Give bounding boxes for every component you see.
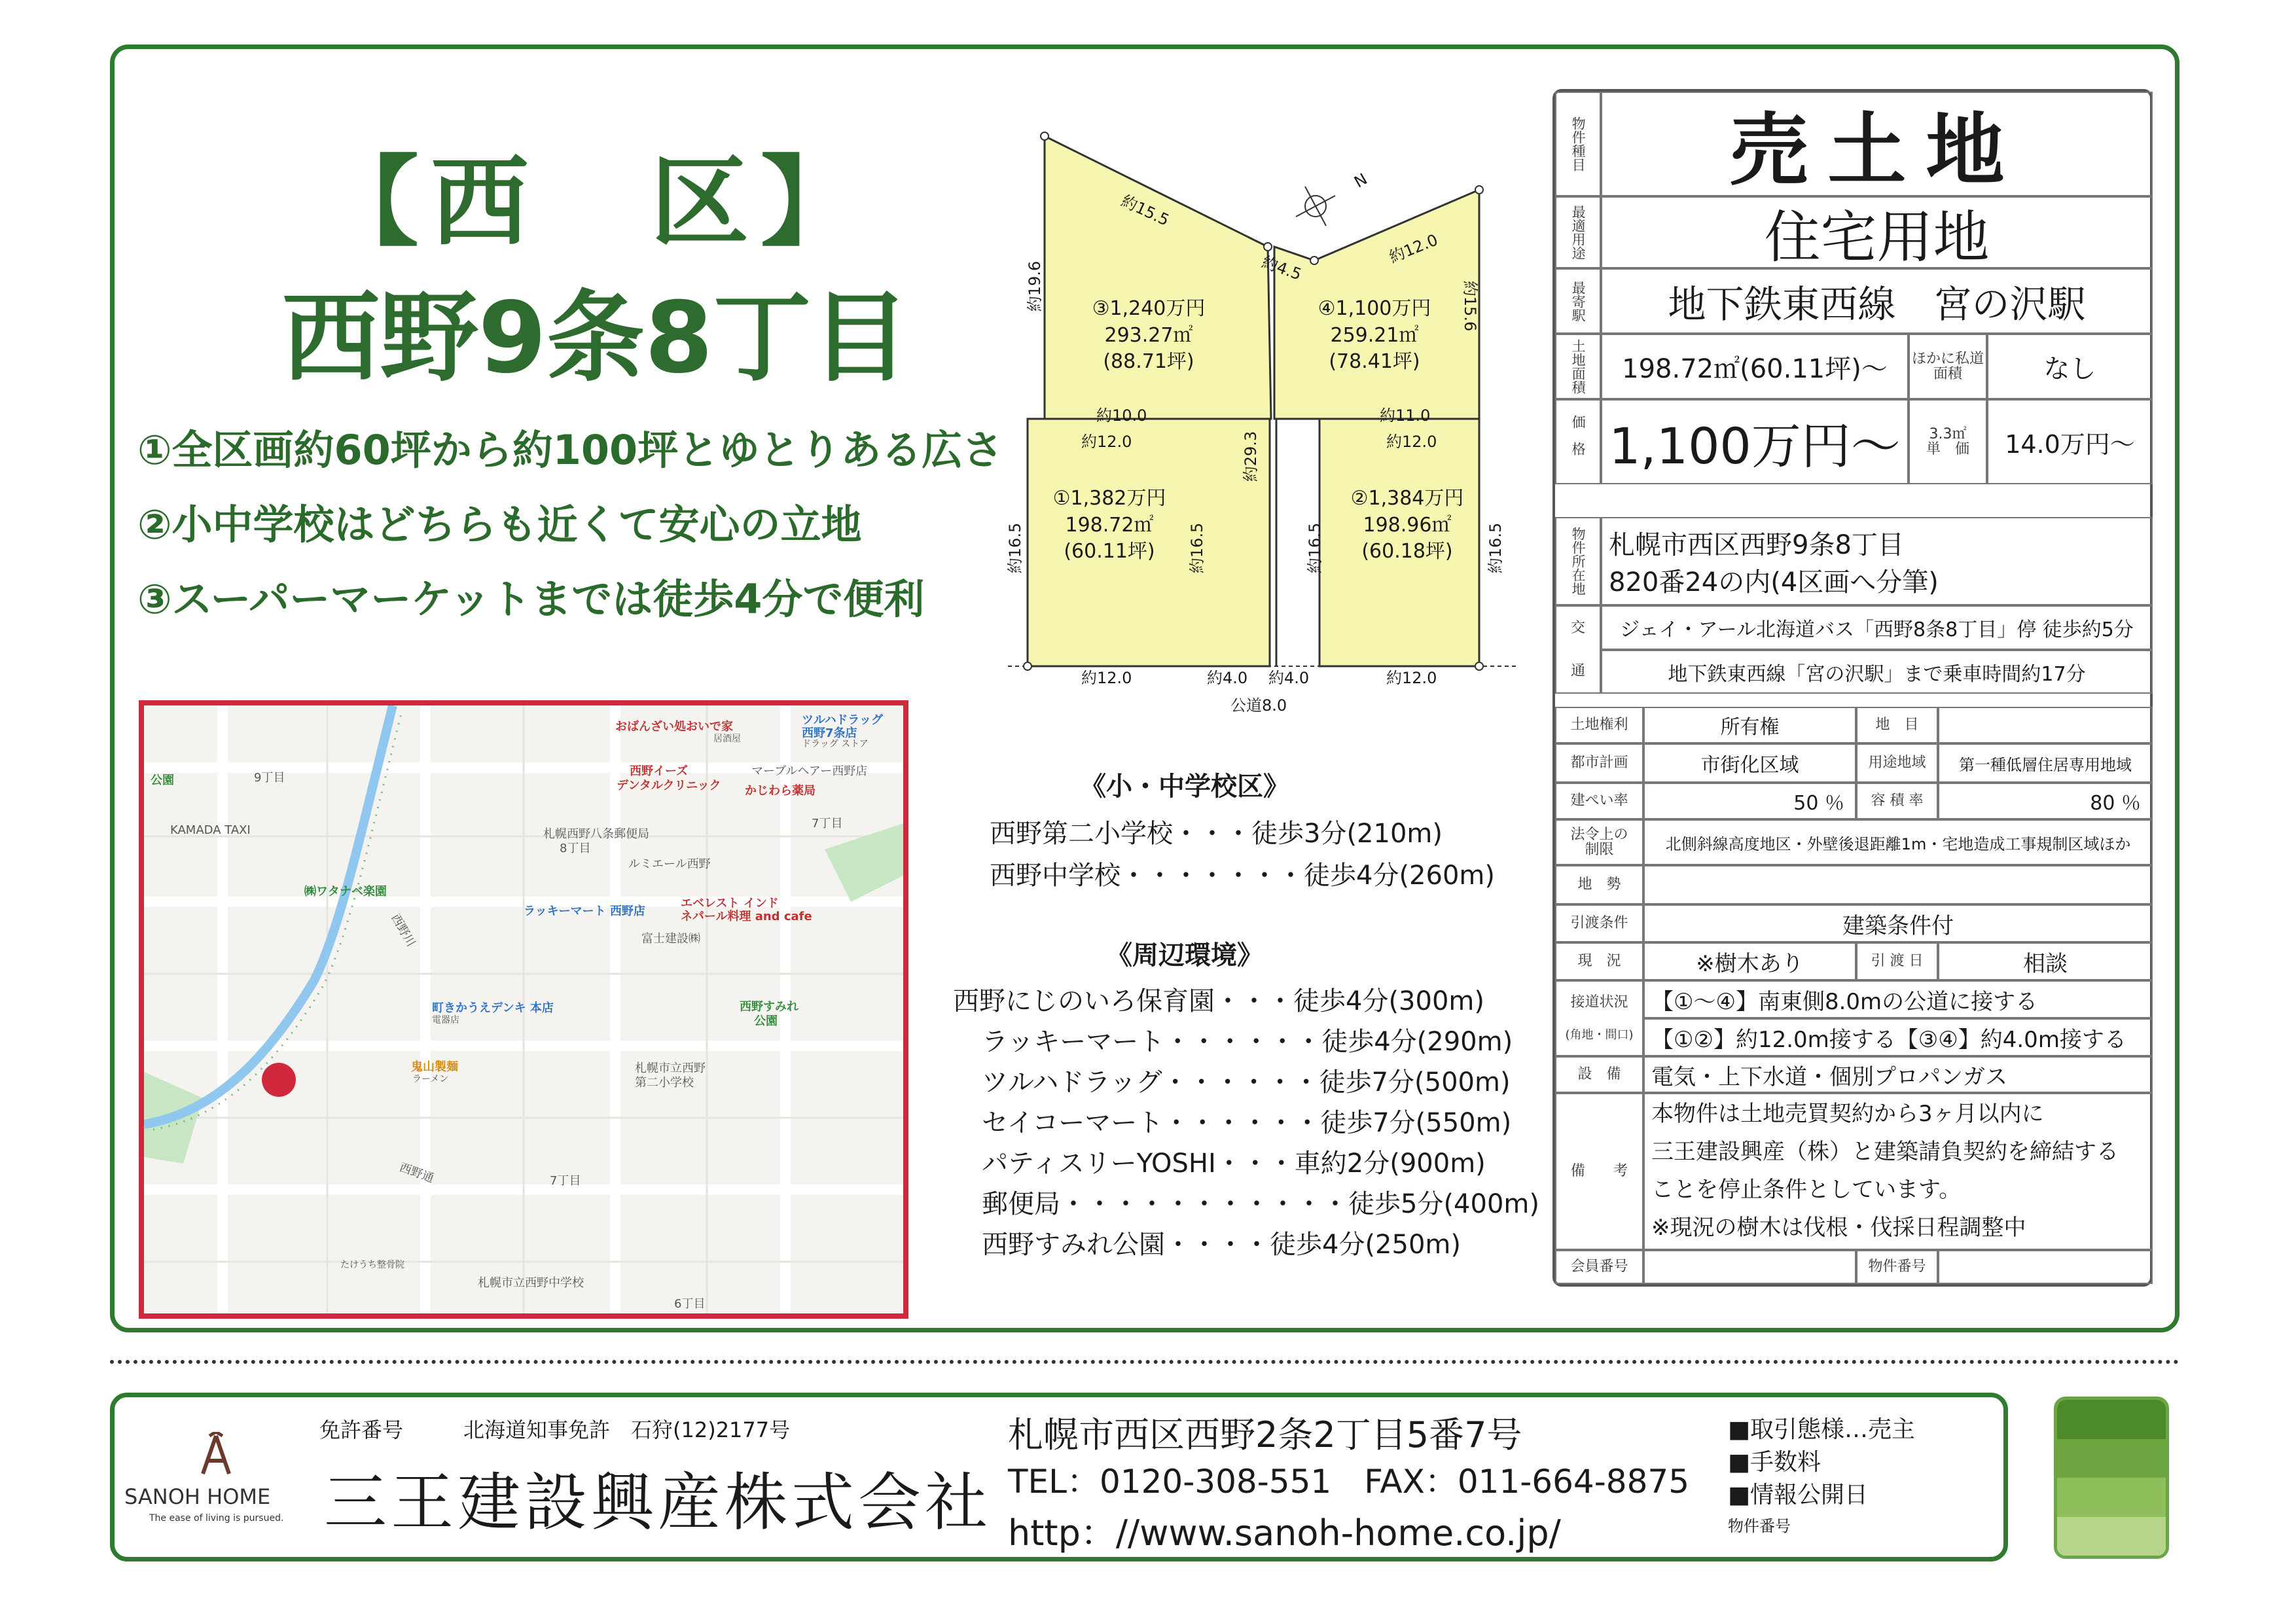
footer-property-number: 物件番号 [1728, 1517, 1791, 1535]
notes-line-4: ※現況の樹木は伐根・伐採日程調整中 [1651, 1214, 2026, 1241]
dim-15-6: 約15.6 [1461, 280, 1480, 332]
surrounding-5: パティスリーYOSHI・・・車約2分(900m) [982, 1149, 1486, 1179]
plot-2-info [1332, 486, 1482, 565]
access-label-1: 接道状況 [1570, 994, 1628, 1010]
map-denki-2: 電器店 [432, 1015, 459, 1026]
area-label-cell [1555, 334, 1601, 399]
map-obanzai: おばんざい処おいで家 [615, 720, 733, 734]
current-label: 現 況 [1577, 953, 1621, 970]
dotted-separator [110, 1360, 2179, 1364]
chimoku-label: 地 目 [1875, 717, 1919, 734]
plot-3-price: ③1,240万円 [1092, 297, 1206, 320]
dim-4-0-a: 約4.0 [1207, 669, 1248, 687]
dim-4-5: 約4.5 [1259, 253, 1304, 284]
plot-4-price: ④1,100万円 [1318, 297, 1431, 320]
area-label: 土地面積 [1570, 339, 1587, 394]
use-label: 最適用途 [1570, 205, 1587, 260]
plot-1-price: ①1,382万円 [1052, 487, 1166, 510]
feature-2: ②小中学校はどちらも近くて安心の立地 [137, 501, 862, 548]
surrounding-2: ラッキーマート・・・・・・徒歩4分(290m) [982, 1027, 1513, 1057]
law-cell [1643, 819, 2153, 865]
current-cell [1643, 942, 1856, 980]
unit-label-1: 3.3㎡ [1929, 425, 1967, 442]
dim-12-0-bottom-left: 約12.0 [1081, 669, 1132, 687]
private-road-value: なし [2043, 353, 2096, 384]
far-label: 容 積 率 [1871, 793, 1924, 810]
deal-type: ■取引態様…売主 [1728, 1416, 1916, 1443]
dim-11-0: 約11.0 [1380, 406, 1431, 425]
station-label: 最寄駅 [1570, 280, 1587, 322]
dim-29-3: 約29.3 [1242, 431, 1261, 482]
chimoku-label-cell [1856, 707, 1938, 743]
terrain-label-cell [1555, 865, 1643, 904]
coverage-label-cell [1555, 783, 1643, 819]
logo-text: SANOH HOME [124, 1484, 271, 1509]
coverage-value: 50 ％ [1793, 792, 1844, 815]
plot-3-area: 293.27㎡ [1104, 323, 1193, 347]
coverage-cell [1643, 783, 1856, 819]
compass-icon [1296, 187, 1335, 226]
handover-cond-cell [1643, 904, 2153, 942]
company-tel-fax: TEL：0120-308-551 FAX：011-664-8875 [1008, 1463, 1690, 1501]
type-label-cell [1555, 92, 1601, 196]
price-cell [1601, 399, 1909, 484]
dim-16-5-c: 約16.5 [1306, 522, 1325, 574]
station-value: 地下鉄東西線 宮の沢駅 [1668, 282, 2086, 327]
property-no-label-cell [1856, 1250, 1938, 1284]
surroundings-title: 《周辺環境》 [1106, 940, 1263, 971]
current-label-cell [1555, 942, 1643, 980]
map-denki: 町きかうえデンキ 本店 [432, 1001, 554, 1015]
plot-4-info [1299, 296, 1450, 376]
map-everest-2: ネパール料理 and cafe [681, 910, 812, 923]
type-value: 売土地 [1729, 105, 2024, 196]
notes-label-cell [1555, 1093, 1643, 1250]
logo-tagline: The ease of living is pursued. [149, 1513, 284, 1524]
traffic-line-2: 地下鉄東西線「宮の沢駅」まで乗車時間約17分 [1668, 662, 2086, 686]
plot-2-area: 198.96㎡ [1363, 513, 1452, 537]
dim-12-0-right: 約12.0 [1386, 433, 1437, 451]
swatch-4 [2057, 1517, 2166, 1556]
map-river: 西野川 [388, 912, 418, 950]
map-ramen-2: ラーメン [412, 1074, 449, 1084]
handover-date-label-cell [1856, 942, 1938, 980]
surrounding-4: セイコーマート・・・・・・徒歩7分(550m) [982, 1108, 1512, 1138]
company-address: 札幌市西区西野2条2丁目5番7号 [1008, 1414, 1522, 1455]
map-elem-2: 第二小学校 [635, 1076, 694, 1090]
handover-date-cell [1938, 942, 2153, 980]
terrain-cell [1643, 865, 2153, 904]
map-park-2b: 公園 [754, 1014, 778, 1028]
price-label-cell [1555, 399, 1601, 484]
location-line-1: 札幌市西区西野9条8丁目 [1609, 529, 1904, 560]
city-label: 都市計画 [1570, 755, 1628, 772]
plot-2-price: ②1,384万円 [1350, 487, 1464, 510]
zone-value: 第一種低層住居専用地域 [1959, 755, 2132, 774]
law-value: 北側斜線高度地区・外壁後退距離1m・宅地造成工事規制区域ほか [1665, 834, 2131, 853]
map-lucky: ラッキーマート 西野店 [524, 904, 645, 918]
city-value: 市街化区域 [1700, 754, 1799, 777]
location-cell [1601, 517, 2153, 605]
map-chome-9: 9丁目 [254, 771, 285, 785]
dim-15-5: 約15.5 [1118, 191, 1172, 230]
swatch-2 [2057, 1439, 2166, 1478]
traffic-cell-1 [1601, 605, 2153, 650]
map-tsuruha-2: 西野7条店 [802, 726, 857, 740]
handover-cond-label: 引渡条件 [1570, 915, 1628, 932]
equip-label-cell [1555, 1056, 1643, 1093]
plot-diagram [995, 118, 1532, 707]
member-cell [1643, 1250, 1856, 1284]
area-cell [1601, 334, 1909, 399]
member-label: 会員番号 [1570, 1258, 1628, 1275]
use-label-cell [1555, 196, 1601, 268]
private-road-label: ほかに私道面積 [1911, 350, 1984, 382]
schools-title: 《小・中学校区》 [1080, 772, 1289, 802]
access-line-1: 【①〜④】南東側8.0mの公道に接する [1651, 988, 2038, 1015]
map-small: たけうち整骨院 [340, 1260, 404, 1270]
map-fuji: 富士建設㈱ [641, 932, 700, 946]
property-info-table [1552, 89, 2153, 1287]
map-junior: 札幌市立西野中学校 [478, 1276, 584, 1290]
feature-3: ③スーパーマーケットまでは徒歩4分で便利 [137, 575, 925, 623]
handover-date-value: 相談 [2023, 950, 2068, 977]
plot-2-tsubo: (60.18坪) [1361, 540, 1453, 563]
map-kajiwara: かじわら薬局 [745, 784, 816, 798]
law-label: 法令上の制限 [1570, 826, 1628, 858]
sanoh-logo-icon [190, 1432, 242, 1478]
unit-label-cell [1909, 399, 1987, 484]
area-map [139, 700, 908, 1319]
map-dental-2: デンタルクリニック [617, 779, 721, 793]
unit-price-value: 14.0万円〜 [2005, 429, 2135, 459]
surrounding-6: 郵便局・・・・・・・・・・・徒歩5分(400m) [982, 1189, 1539, 1219]
station-label-cell [1555, 268, 1601, 334]
notes-line-2: 三王建設興産（株）と建築請負契約を締結する [1651, 1139, 2119, 1166]
map-chome-7-a: 7丁目 [812, 817, 843, 830]
price-label: 価格 [1570, 415, 1587, 469]
map-obanzai-2: 居酒屋 [713, 734, 741, 744]
rights-cell [1643, 707, 1856, 743]
traffic-line-1: ジェイ・アール北海道バス「西野8条8丁目」停 徒歩約5分 [1620, 618, 2134, 641]
far-value: 80 ％ [2090, 792, 2141, 815]
unit-price-cell [1987, 399, 2153, 484]
traffic-cell-2 [1601, 650, 2153, 694]
plot-3-tsubo: (88.71坪) [1103, 350, 1194, 373]
location-label: 物件所在地 [1570, 527, 1587, 596]
map-park-1: 公園 [151, 774, 174, 787]
access-label-2: (角地・間口) [1565, 1028, 1634, 1043]
map-lumiere: ルミエール西野 [628, 857, 711, 871]
property-no-label: 物件番号 [1868, 1258, 1926, 1275]
license-value: 北海道知事免許 石狩(12)2177号 [463, 1418, 791, 1442]
dim-19-6: 約19.6 [1026, 260, 1045, 312]
dim-12-0-left: 約12.0 [1081, 433, 1132, 451]
city-label-cell [1555, 743, 1643, 783]
zone-label-cell [1856, 743, 1938, 783]
rights-label: 土地権利 [1570, 717, 1628, 734]
license-label: 免許番号 [319, 1418, 404, 1442]
swatch-3 [2057, 1478, 2166, 1517]
member-label-cell [1555, 1250, 1643, 1284]
rights-value: 所有権 [1720, 716, 1780, 739]
equip-label: 設 備 [1577, 1066, 1621, 1083]
type-cell [1601, 92, 2153, 196]
notes-cell [1643, 1093, 2153, 1250]
map-chome-7-b: 7丁目 [550, 1174, 581, 1188]
zone-label: 用途地域 [1868, 755, 1926, 772]
address-title: 西野9条8丁目 [281, 281, 910, 395]
map-dental: 西野イーズ [630, 764, 689, 778]
price-value: 1,100万円〜 [1609, 416, 1901, 475]
dim-16-5-a: 約16.5 [1006, 522, 1025, 574]
map-watanabe: ㈱ワタナベ楽園 [304, 885, 387, 899]
private-road-cell [1987, 334, 2153, 399]
equip-cell [1643, 1056, 2153, 1093]
map-park-2: 西野すみれ [740, 1000, 798, 1014]
far-cell [1938, 783, 2153, 819]
zone-cell [1938, 743, 2153, 783]
access-cell-1 [1643, 980, 2153, 1018]
rights-label-cell [1555, 707, 1643, 743]
chimoku-cell [1938, 707, 2153, 743]
notes-line-1: 本物件は土地売買契約から3ヶ月以内に [1651, 1101, 2044, 1128]
map-marble: マーブルヘアー西野店 [751, 764, 868, 778]
surrounding-7: 西野すみれ公園・・・・徒歩4分(250m) [982, 1230, 1461, 1260]
dim-16-5-d: 約16.5 [1486, 522, 1505, 574]
access-line-2: 【①②】約12.0m接する【③④】約4.0m接する [1651, 1026, 2126, 1053]
location-line-2: 820番24の内(4区画へ分筆) [1609, 567, 1939, 597]
location-label-cell [1555, 517, 1601, 605]
private-road-label-cell [1909, 334, 1987, 399]
notes-label-1: 備 [1570, 1163, 1585, 1180]
info-date: ■情報公開日 [1728, 1482, 1869, 1508]
law-label-cell [1555, 819, 1643, 865]
use-value: 住宅用地 [1764, 205, 1990, 268]
color-swatch-block [2054, 1397, 2169, 1559]
traffic-label-2: 通 [1570, 662, 1585, 679]
notes-label-2: 考 [1613, 1163, 1628, 1180]
plot-4-tsubo: (78.41坪) [1329, 350, 1420, 373]
unit-label-2: 単 価 [1926, 441, 1969, 457]
fee: ■手数料 [1728, 1449, 1821, 1476]
north-label: N [1351, 169, 1371, 192]
handover-cond-label-cell [1555, 904, 1643, 942]
plot-1-tsubo: (60.11坪) [1064, 540, 1155, 563]
map-tsuruha: ツルハドラッグ [802, 713, 884, 727]
handover-date-label: 引 渡 日 [1871, 953, 1924, 970]
access-cell-2 [1643, 1018, 2153, 1056]
traffic-label-cell [1555, 605, 1601, 694]
plot-1-area: 198.72㎡ [1065, 513, 1154, 537]
notes-line-3: ことを停止条件としています。 [1651, 1177, 1962, 1203]
coverage-label: 建ぺい率 [1570, 793, 1628, 810]
plot-1-info [1034, 486, 1185, 565]
traffic-label-1: 交 [1570, 620, 1585, 637]
access-label-cell [1555, 980, 1643, 1056]
map-everest: エベレスト インド [681, 897, 779, 910]
property-no-cell [1938, 1250, 2153, 1284]
map-ramen: 鬼山製麺 [411, 1060, 458, 1074]
plot-3-info [1073, 296, 1224, 376]
city-cell [1643, 743, 1856, 783]
map-chome-6: 6丁目 [674, 1297, 706, 1311]
plot-3-shape [1045, 136, 1271, 419]
map-chome-8: 8丁目 [560, 842, 591, 855]
road-label: 公道8.0 [1230, 696, 1287, 715]
company-url[interactable]: http：//www.sanoh-home.co.jp/ [1008, 1512, 1561, 1554]
equip-value: 電気・上下水道・個別プロパンガス [1651, 1063, 2007, 1090]
handover-cond-value: 建築条件付 [1842, 912, 1954, 939]
school-2: 西野中学校・・・・・・・徒歩4分(260m) [990, 861, 1495, 891]
map-street: 西野通 [397, 1160, 436, 1186]
map-tsuruha-3: ドラッグ ストア [802, 739, 869, 749]
terrain-label: 地 勢 [1577, 876, 1621, 893]
current-value: ※樹木あり [1696, 950, 1804, 977]
dim-12-0-bottom-right: 約12.0 [1386, 669, 1437, 687]
map-taxi: KAMADA TAXI [170, 823, 251, 837]
dim-16-5-b: 約16.5 [1188, 522, 1207, 574]
company-name: 三王建設興産株式会社 [324, 1466, 992, 1539]
dim-12-0-top: 約12.0 [1386, 230, 1441, 267]
dim-10-0: 約10.0 [1096, 406, 1147, 425]
map-post-office: 札幌西野八条郵便局 [543, 827, 649, 841]
use-cell [1601, 196, 2153, 268]
surrounding-3: ツルハドラッグ・・・・・・徒歩7分(500m) [982, 1067, 1511, 1097]
far-label-cell [1856, 783, 1938, 819]
school-1: 西野第二小学校・・・徒歩3分(210m) [990, 819, 1443, 849]
area-value: 198.72㎡(60.11坪)〜 [1622, 353, 1888, 384]
map-elem: 札幌市立西野 [635, 1061, 706, 1075]
surrounding-1: 西野にじのいろ保育園・・・徒歩4分(300m) [953, 986, 1484, 1016]
feature-1: ①全区画約60坪から約100坪とゆとりある広さ [137, 426, 1003, 474]
ward-title: 【西 区】 [320, 146, 870, 260]
type-label: 物件種目 [1570, 116, 1587, 171]
station-cell [1601, 268, 2153, 334]
plot-4-area: 259.21㎡ [1330, 323, 1419, 347]
swatch-1 [2057, 1400, 2166, 1439]
dim-4-0-b: 約4.0 [1268, 669, 1310, 687]
